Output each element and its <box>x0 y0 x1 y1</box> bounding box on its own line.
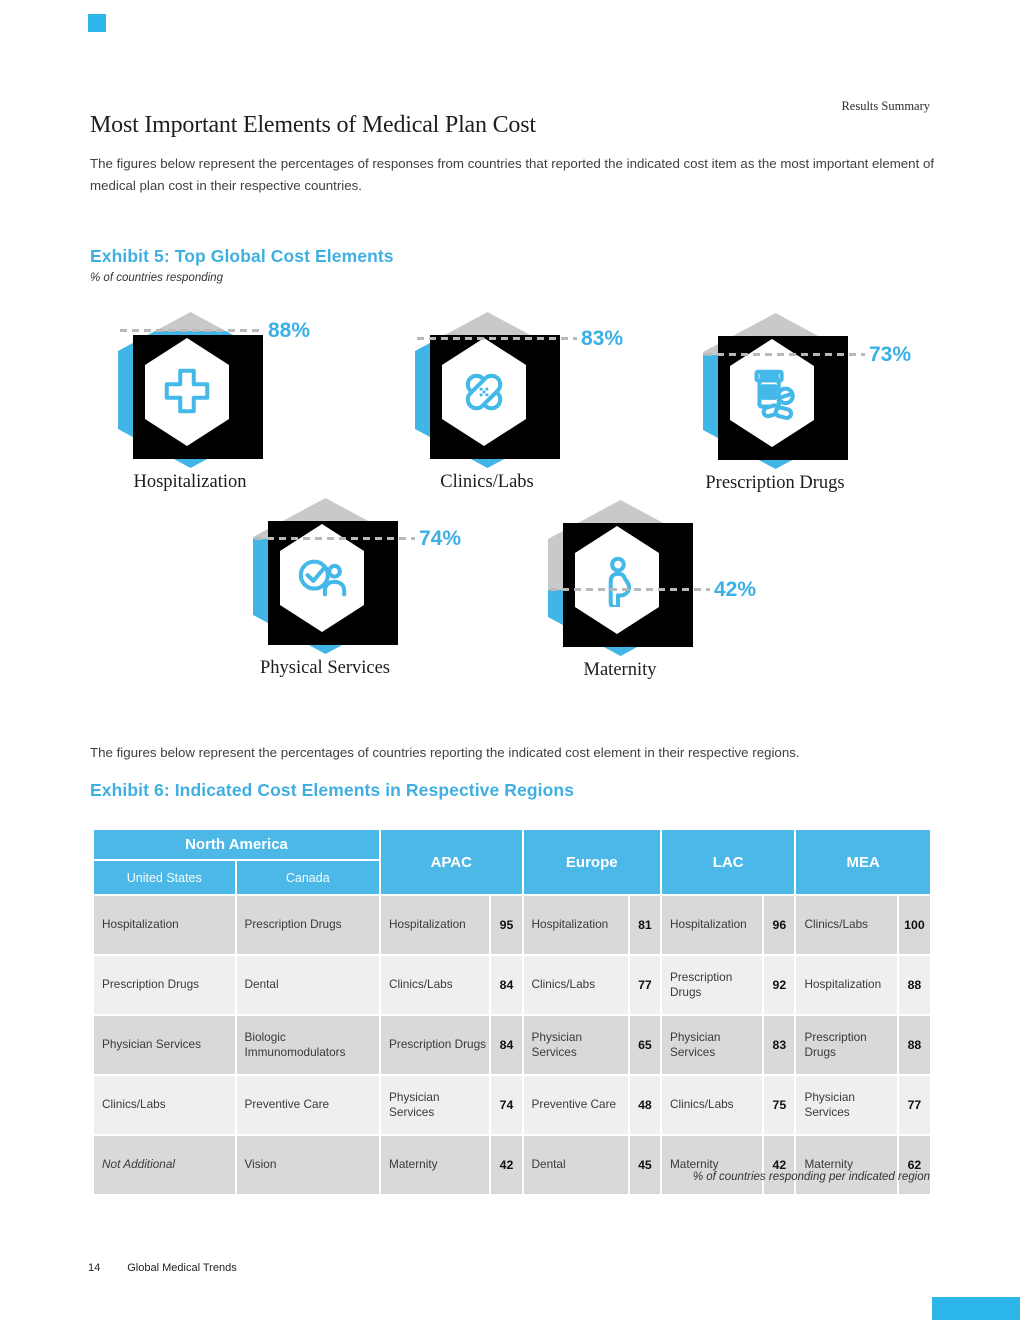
cell-lac-value: 83 <box>764 1016 794 1074</box>
cell-lac-value: 92 <box>764 956 794 1014</box>
exhibit5-heading: Exhibit 5: Top Global Cost Elements <box>90 246 394 266</box>
header-mea: MEA <box>796 830 930 894</box>
cell-us: Prescription Drugs <box>94 956 235 1014</box>
percent-label: 88% <box>268 319 311 342</box>
percent-label: 42% <box>714 578 757 601</box>
header-united-states: United States <box>94 861 235 894</box>
header-canada: Canada <box>237 861 380 894</box>
cell-europe-value: 48 <box>630 1076 660 1134</box>
cell-mea-value: 88 <box>899 1016 930 1074</box>
cell-lac: Clinics/Labs <box>662 1076 762 1134</box>
percent-label: 83% <box>581 327 624 350</box>
cell-apac: Clinics/Labs <box>381 956 489 1014</box>
section-label: Results Summary <box>841 99 930 113</box>
cell-mea: Physician Services <box>796 1076 896 1134</box>
cell-apac-value: 84 <box>491 956 521 1014</box>
cell-us: Physician Services <box>94 1016 235 1074</box>
cell-us: Not Additional <box>94 1136 235 1194</box>
percent-label: 73% <box>869 343 912 366</box>
cell-apac-value: 95 <box>491 896 521 954</box>
cell-europe: Clinics/Labs <box>524 956 628 1014</box>
table-row <box>94 1076 930 1134</box>
header-apac: APAC <box>381 830 522 894</box>
cell-europe: Dental <box>524 1136 628 1194</box>
cell-apac-value: 42 <box>491 1136 521 1194</box>
icon-hexagon <box>442 338 526 446</box>
header-north-america: North America <box>94 830 379 859</box>
cell-mea-value: 62 <box>899 1136 930 1194</box>
cell-lac-value: 96 <box>764 896 794 954</box>
cell-europe: Preventive Care <box>524 1076 628 1134</box>
cell-mea: Clinics/Labs <box>796 896 896 954</box>
pregnant-woman-icon <box>590 553 644 607</box>
figure-prescription-drugs <box>703 313 1020 523</box>
page-title: Most Important Elements of Medical Plan Cost <box>90 112 536 138</box>
cost-element-label: Maternity <box>583 660 657 680</box>
table-row <box>94 956 930 1014</box>
cell-lac: Maternity <box>662 1136 762 1194</box>
table-row <box>94 1016 930 1074</box>
cell-lac-value: 75 <box>764 1076 794 1134</box>
pill-bottle-icon <box>745 366 799 420</box>
cell-mea: Hospitalization <box>796 956 896 1014</box>
cell-lac: Prescription Drugs <box>662 956 762 1014</box>
cell-europe-value: 65 <box>630 1016 660 1074</box>
table-row <box>94 896 930 954</box>
cost-element-label: Physical Services <box>260 658 390 678</box>
cost-element-label: Hospitalization <box>133 472 247 492</box>
percent-leader-line <box>550 588 710 591</box>
exhibit6-intro: The figures below represent the percentages of countries reporting the indicated cost element in their respective regions. <box>90 745 800 760</box>
cell-europe-value: 45 <box>630 1136 660 1194</box>
cell-lac: Hospitalization <box>662 896 762 954</box>
footer-bar-decoration <box>932 1297 1020 1320</box>
exhibit5-subtitle: % of countries responding <box>90 272 223 284</box>
cell-mea: Maternity <box>796 1136 896 1194</box>
percent-label: 74% <box>419 527 462 550</box>
page-footer <box>88 1262 237 1274</box>
page-number: 14 <box>88 1262 101 1274</box>
medical-cross-icon <box>160 365 214 419</box>
cell-mea-value: 88 <box>899 956 930 1014</box>
document-title: Global Medical Trends <box>127 1262 237 1274</box>
percent-leader-line <box>705 353 865 356</box>
cell-apac: Prescription Drugs <box>381 1016 489 1074</box>
header-lac: LAC <box>662 830 794 894</box>
cell-canada: Vision <box>237 1136 380 1194</box>
cell-canada: Prescription Drugs <box>237 896 380 954</box>
exhibit6-heading: Exhibit 6: Indicated Cost Elements in Respective Regions <box>90 780 575 800</box>
cell-europe-value: 81 <box>630 896 660 954</box>
icon-hexagon <box>145 338 229 446</box>
cost-element-label: Clinics/Labs <box>440 472 534 492</box>
icon-tile <box>430 335 560 459</box>
cell-canada: Biologic Immunomodulators <box>237 1016 380 1074</box>
cell-lac-value: 42 <box>764 1136 794 1194</box>
icon-tile <box>133 335 263 459</box>
cell-mea-value: 100 <box>899 896 930 954</box>
cell-apac: Hospitalization <box>381 896 489 954</box>
percent-leader-line <box>255 537 415 540</box>
intro-paragraph: The figures below represent the percentages of responses from countries that reported the indicated cost item as the most important element of medical plan cost in their respective countries. <box>90 156 935 193</box>
cost-element-label: Prescription Drugs <box>705 473 845 493</box>
percent-leader-line <box>417 337 577 340</box>
header-europe: Europe <box>524 830 660 894</box>
checkup-person-icon <box>295 551 349 605</box>
table-footnote: % of countries responding per indicated region <box>692 1171 930 1183</box>
percent-leader-line <box>120 329 262 332</box>
icon-hexagon <box>280 524 364 632</box>
cell-lac: Physician Services <box>662 1016 762 1074</box>
cell-us: Hospitalization <box>94 896 235 954</box>
regional-cost-table <box>92 828 932 1196</box>
cell-europe-value: 77 <box>630 956 660 1014</box>
cell-us: Clinics/Labs <box>94 1076 235 1134</box>
cell-canada: Dental <box>237 956 380 1014</box>
cell-apac-value: 74 <box>491 1076 521 1134</box>
cell-europe: Physician Services <box>524 1016 628 1074</box>
cell-apac: Maternity <box>381 1136 489 1194</box>
crossed-bandages-icon <box>457 365 511 419</box>
table-row <box>94 1136 930 1194</box>
figure-maternity <box>548 500 878 710</box>
icon-hexagon <box>575 526 659 634</box>
cell-canada: Preventive Care <box>237 1076 380 1134</box>
cell-apac-value: 84 <box>491 1016 521 1074</box>
cell-europe: Hospitalization <box>524 896 628 954</box>
cell-mea-value: 77 <box>899 1076 930 1134</box>
brand-square-decoration <box>88 14 106 32</box>
cell-mea: Prescription Drugs <box>796 1016 896 1074</box>
icon-tile <box>563 523 693 647</box>
cell-apac: Physician Services <box>381 1076 489 1134</box>
